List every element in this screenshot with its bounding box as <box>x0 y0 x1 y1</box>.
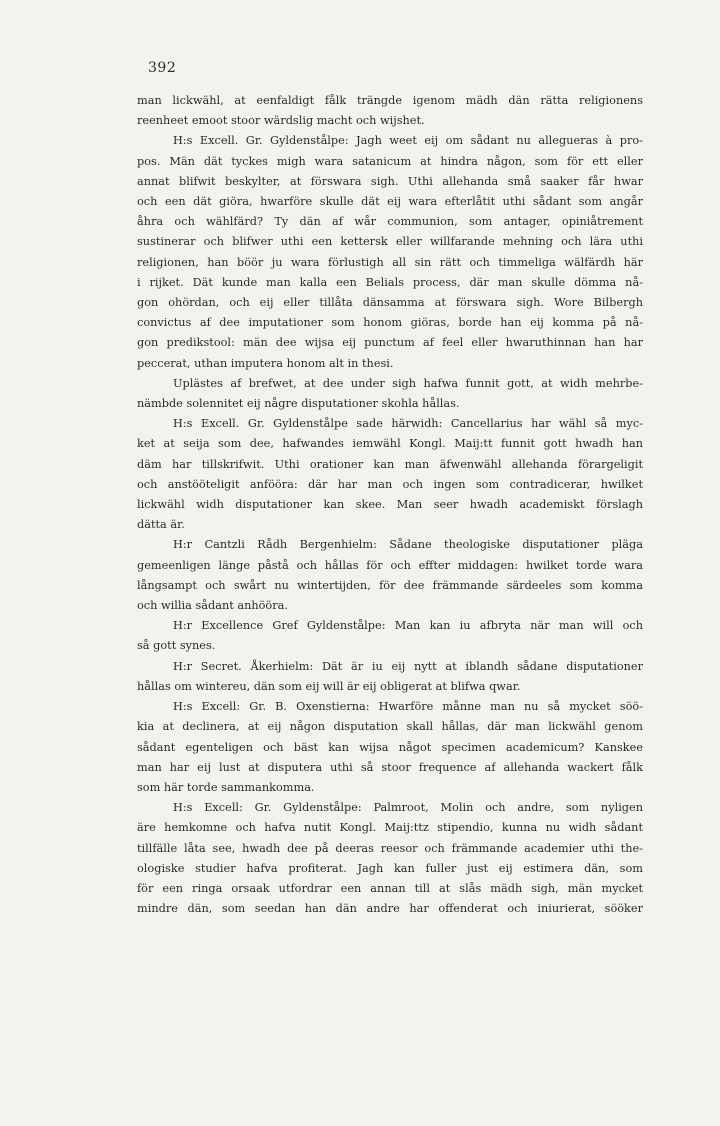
text-line: H:r Excellence Gref Gyldenstålpe: Man kan iu afbryta när man will och <box>173 619 643 633</box>
text-line: äre hemkomne och hafva nutit Kongl. Maij:ttz stipendio, kunna nu widh sådant <box>137 821 643 835</box>
text-line: i rijket. Dät kunde man kalla een Belials process, där man skulle dömma nå- <box>137 275 643 289</box>
text-line: dätta är. <box>137 518 185 532</box>
text-line: åhra och wählfärd? Ty dän af wår communion, som antager, opiniåtrement <box>137 215 643 229</box>
text-line: gon ohördan, och eij eller tillåta dänsamma at förswara sigh. Wore Bilbergh <box>137 296 643 310</box>
text-line: man har eij lust at disputera uthi så stoor frequence af allehanda wackert fålk <box>137 760 643 774</box>
text-line: ologiske studier hafva profiterat. Jagh kan fuller just eij estimera dän, som <box>137 861 643 875</box>
text-line: gemeenligen länge påstå och hållas för och effter middagen: hwilket torde wara <box>137 558 643 572</box>
text-line: H:s Excell. Gr. Gyldenstålpe: Jagh weet eij om sådant nu allegueras à pro- <box>173 134 643 148</box>
text-line: pos. Män dät tyckes migh wara satanicum at hindra någon, som för ett eller <box>137 154 643 168</box>
text-line: ket at seija som dee, hafwandes iemwähl Kongl. Maij:tt funnit gott hwadh han <box>137 437 643 451</box>
text-line: hållas om wintereu, dän som eij will är eij obligerat at blifwa qwar. <box>137 679 521 693</box>
text-line: H:r Secret. Åkerhielm: Dät är iu eij nytt at iblandh sådane disputationer <box>173 659 643 673</box>
text-line: sådant egenteligen och bäst kan wijsa något specimen academicum? Kanskee <box>137 740 643 754</box>
text-line: sustinerar och blifwer uthi een kettersk eller willfarande mehning och lära uthi <box>137 235 643 249</box>
text-line: och een dät giöra, hwarföre skulle dät eij wara efterlåtit uthi sådant som angår <box>137 195 643 209</box>
text-line: convictus af dee imputationer som honom giöras, borde han eij komma på nå- <box>137 316 643 330</box>
text-line: gon predikstool: män dee wijsa eij punctum af feel eller hwaruthinnan han har <box>137 336 643 350</box>
text-line: reenheet emoot stoor wärdslig macht och wijshet. <box>137 114 425 128</box>
text-line: däm har tillskrifwit. Uthi orationer kan man äfwenwähl allehanda förargeligit <box>137 457 643 471</box>
text-line: religionen, han böör ju wara förlustigh all sin rätt och timmeliga wälfärdh här <box>137 255 643 269</box>
text-line: långsampt och swårt nu wintertijden, för dee främmande särdeeles som komma <box>137 578 643 592</box>
text-line: H:s Excell: Gr. Gyldenstålpe: Palmroot, Molin och andre, som nyligen <box>173 801 643 815</box>
text-line: H:s Excell: Gr. B. Oxenstierna: Hwarföre månne man nu så mycket söö- <box>173 700 643 714</box>
text-line: H:r Cantzli Rådh Bergenhielm: Sådane theologiske disputationer pläga <box>173 538 643 552</box>
text-line: tillfälle låta see, hwadh dee på deeras reesor och främmande academier uthi the- <box>137 841 643 855</box>
text-line: man lickwähl, at eenfaldigt fålk trängde igenom mädh dän rätta religionens <box>137 94 643 107</box>
text-line: peccerat, uthan imputera honom alt in thesi. <box>137 356 394 370</box>
text-line: annat blifwit beskylter, at förswara sigh. Uthi allehanda små saaker får hwar <box>137 174 643 188</box>
text-line: lickwähl widh disputationer kan skee. Man seer hwadh academiskt förslagh <box>137 498 643 512</box>
text-line: som här torde sammankomma. <box>137 780 315 794</box>
text-line: nämbde solennitet eij någre disputationer skohla hållas. <box>137 397 460 411</box>
text-line: för een ringa orsaak utfordrar een annan till at slås mädh sigh, män mycket <box>137 881 643 895</box>
text-line: H:s Excell. Gr. Gyldenstålpe sade härwidh: Cancellarius har wähl så myc- <box>173 417 643 431</box>
text-line: mindre dän, som seedan han dän andre har offenderat och iniurierat, sööker <box>137 902 643 916</box>
page-number: 392 <box>148 60 177 76</box>
text-line: och anstööteligit anfööra: där har man och ingen som contradicerar, hwilket <box>137 477 643 491</box>
text-line: kia at declinera, at eij någon disputation skall hållas, där man lickwähl genom <box>137 720 643 734</box>
text-line: så gott synes. <box>137 639 216 653</box>
text-line: Uplästes af brefwet, at dee under sigh hafwa funnit gott, at widh mehrbe- <box>173 376 643 390</box>
text-line: och willia sådant anhööra. <box>137 599 288 613</box>
body-text <box>137 91 643 919</box>
